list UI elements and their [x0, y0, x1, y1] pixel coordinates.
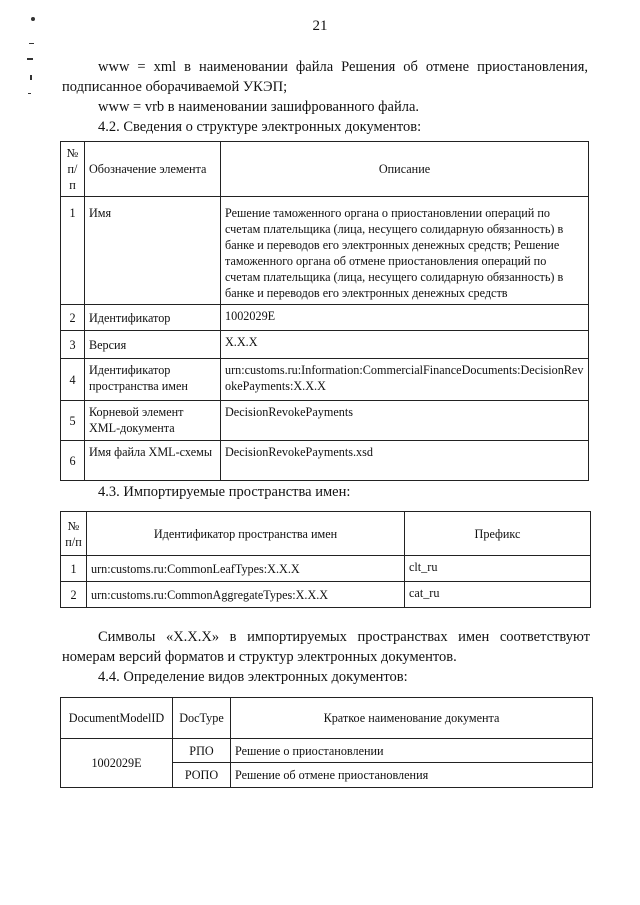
row-element: Идентификатор пространства имен — [85, 359, 221, 401]
table-row — [61, 582, 591, 608]
table-row — [61, 401, 589, 441]
row-model-id: 1002029E — [61, 739, 173, 788]
column-header-number: № п/п — [61, 142, 85, 197]
paragraph-xml-line2: подписанное оборачиваемой УКЭП; — [62, 79, 288, 95]
row-prefix: clt_ru — [405, 556, 591, 582]
row-namespace: urn:customs.ru:CommonLeafTypes:X.X.X — [87, 556, 405, 582]
column-header-doctype: DocType — [173, 698, 231, 739]
margin-mark — [28, 93, 31, 94]
table-header-row — [61, 698, 593, 739]
row-description: X.X.X — [221, 331, 589, 359]
structure-table — [60, 141, 589, 481]
margin-mark — [27, 58, 33, 60]
row-element: Идентификатор — [85, 305, 221, 331]
row-number: 4 — [61, 359, 85, 401]
table-row — [61, 359, 589, 401]
section-heading-4-4: 4.4. Определение видов электронных документов: — [98, 669, 408, 685]
column-header-element: Обозначение элемента — [85, 142, 221, 197]
column-header-namespace: Идентификатор пространства имен — [87, 512, 405, 556]
row-doctype: РОПО — [173, 763, 231, 788]
row-number: 3 — [61, 331, 85, 359]
column-header-model-id: DocumentModelID — [61, 698, 173, 739]
row-doctype: РПО — [173, 739, 231, 763]
row-description: Решение таможенного органа о приостановлении операций по счетам плательщика (лица, несущего солидарную обязанность) в банке и переводов его электронных денежных средств; Решение таможенного органа об отмене приостановления операций по счетам плательщика (лица, несущего солидарную обязанность) в банке и переводов его электронных денежных средств — [221, 197, 589, 305]
table-row — [61, 441, 589, 481]
row-number: 6 — [61, 441, 85, 481]
section-heading-4-3: 4.3. Импортируемые пространства имен: — [98, 484, 351, 500]
table-row — [61, 331, 589, 359]
row-prefix: cat_ru — [405, 582, 591, 608]
section-heading-4-2: 4.2. Сведения о структуре электронных документов: — [98, 119, 422, 135]
row-number: 1 — [61, 197, 85, 305]
row-number: 1 — [61, 556, 87, 582]
row-element: Корневой элемент XML-документа — [85, 401, 221, 441]
table-row — [61, 739, 593, 763]
column-header-description: Описание — [221, 142, 589, 197]
row-number: 2 — [61, 582, 87, 608]
paragraph-xml-line1: www = xml в наименовании файла Решения об отмене приостановления, — [98, 59, 588, 75]
table-row — [61, 197, 589, 305]
row-description: 1002029E — [221, 305, 589, 331]
row-element: Версия — [85, 331, 221, 359]
row-element: Имя файла XML-схемы — [85, 441, 221, 481]
column-header-number: № п/п — [61, 512, 87, 556]
namespaces-table — [60, 511, 591, 608]
row-namespace: urn:customs.ru:CommonAggregateTypes:X.X.X — [87, 582, 405, 608]
row-description: urn:customs.ru:Information:CommercialFinanceDocuments:DecisionRevokePayments:X.X.X — [221, 359, 589, 401]
row-description: DecisionRevokePayments.xsd — [221, 441, 589, 481]
row-element: Имя — [85, 197, 221, 305]
table-row — [61, 305, 589, 331]
paragraph-versions-line2: номерам версий форматов и структур электронных документов. — [62, 649, 457, 665]
column-header-prefix: Префикс — [405, 512, 591, 556]
table-header-row — [61, 512, 591, 556]
row-description: DecisionRevokePayments — [221, 401, 589, 441]
row-doc-name: Решение о приостановлении — [231, 739, 593, 763]
doctypes-table — [60, 697, 593, 788]
margin-mark — [29, 43, 34, 44]
paragraph-versions-line1: Символы «X.X.X» в импортируемых пространствах имен соответствуют — [98, 629, 590, 645]
column-header-doc-name: Краткое наименование документа — [231, 698, 593, 739]
row-doc-name: Решение об отмене приостановления — [231, 763, 593, 788]
row-number: 2 — [61, 305, 85, 331]
table-header-row — [61, 142, 589, 197]
page-number: 21 — [312, 18, 328, 34]
margin-mark — [30, 75, 32, 80]
row-number: 5 — [61, 401, 85, 441]
paragraph-vrb: www = vrb в наименовании зашифрованного файла. — [98, 99, 420, 115]
table-row — [61, 556, 591, 582]
